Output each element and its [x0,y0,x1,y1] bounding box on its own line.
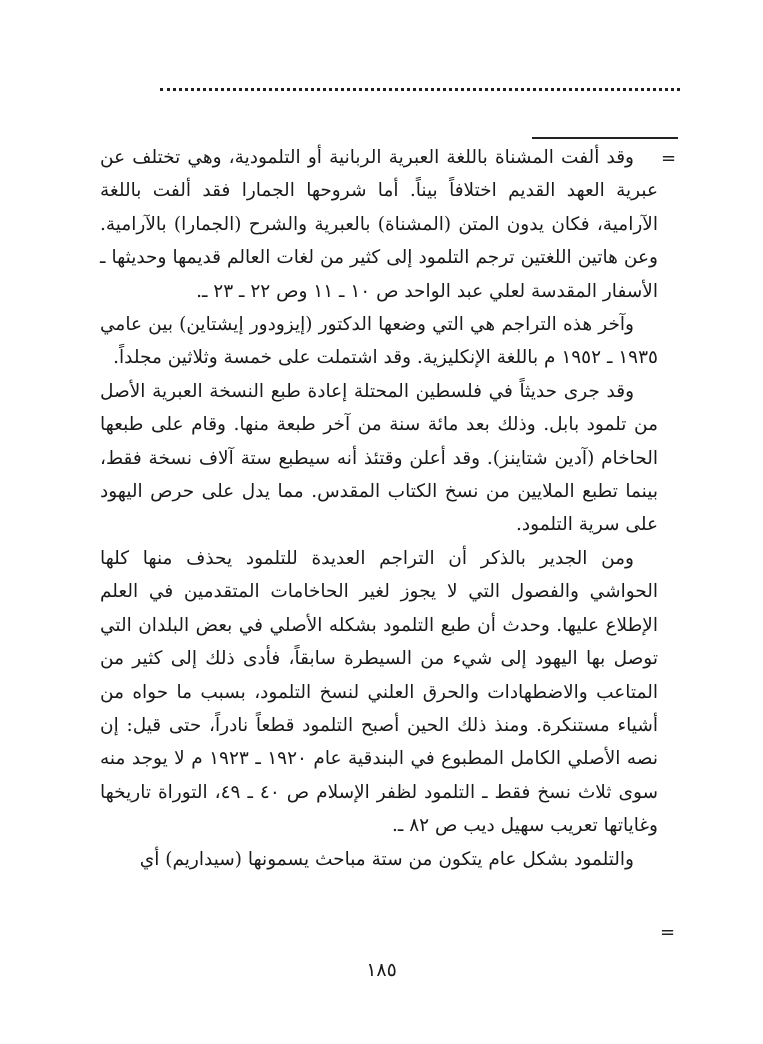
continuation-mark-start: = [661,148,677,169]
footnote-paragraph-2: وآخر هذه التراجم هي التي وضعها الدكتور (إيزودور إيشتاين) بين عامي ١٩٣٥ ـ ١٩٥٢ م باللغة الإنكليزية. وقد اشتملت على خمسة وثلاثين مجلداً. [100,314,658,369]
footnote-paragraph-5: والتلمود بشكل عام يتكون من ستة مباحث يسمونها (سيداريم) أي [139,848,634,870]
footnote-paragraph-3: وقد جرى حديثاً في فلسطين المحتلة إعادة طبع النسخة العبرية الأصل من تلمود بابل. وذلك بعد مائة سنة من آخر طبعة منها. وقام على طبعها الحاخام (آدين شتاينز). وقد أعلن وقتئذ أنه سيطبع ستة آلاف نسخة فقط، بينما تطبع الملايين من نسخ الكتاب المقدس. مما يدل على حرص اليهود على سرية التلمود. [100,380,658,536]
continuation-mark-end: = [660,922,676,943]
footnote-separator-rule [532,137,678,139]
footnote-paragraph-4: ومن الجدير بالذكر أن التراجم العديدة للتلمود يحذف منها كلها الحواشي والفصول التي لا يجوز لغير الحاخامات المتقدمين في العلم الإطلاع عليها. وحدث أن طبع التلمود بشكله الأصلي في بعض البلدان التي توصل بها اليهود إلى شيء من السيطرة سابقاً، فأدى ذلك إلى كثير من المتاعب والاضطهادات والحرق العلني لنسخ التلمود، بسبب ما حواه من أشياء مستنكرة. ومنذ ذلك الحين أصبح التلمود قطعاً نادراً، حتى قيل: إن نصه الأصلي الكامل المطبوع في البندقية عام ١٩٢٠ ـ ١٩٢٣ م لا يوجد منه سوى ثلاث نسخ فقط ـ التلمود لظفر الإسلام ص ٤٠ ـ ٤٩، التوراة تاريخها وغاياتها تعريب سهيل ديب ص ٨٢ ـ. [100,547,658,837]
footnote-paragraph-1: وقد ألفت المشناة باللغة العبرية الربانية أو التلمودية، وهي تختلف عن عبرية العهد القديم اختلافاً بيناً. أما شروحها الجمارا فقد ألفت باللغة الآرامية، فكان يدون المتن (المشناة) بالعبرية والشرح (الجمارا) بالآرامية. وعن هاتين اللغتين ترجم التلمود إلى كثير من لغات العالم قديمها وحديثها ـ الأسفار المقدسة لعلي عبد الواحد ص ١٠ ـ ١١ وص ٢٢ ـ ٢٣ ـ. [100,147,658,302]
header-dotted-rule [160,88,680,91]
page-number: ١٨٥ [366,959,397,981]
footnote-text [100,141,658,876]
